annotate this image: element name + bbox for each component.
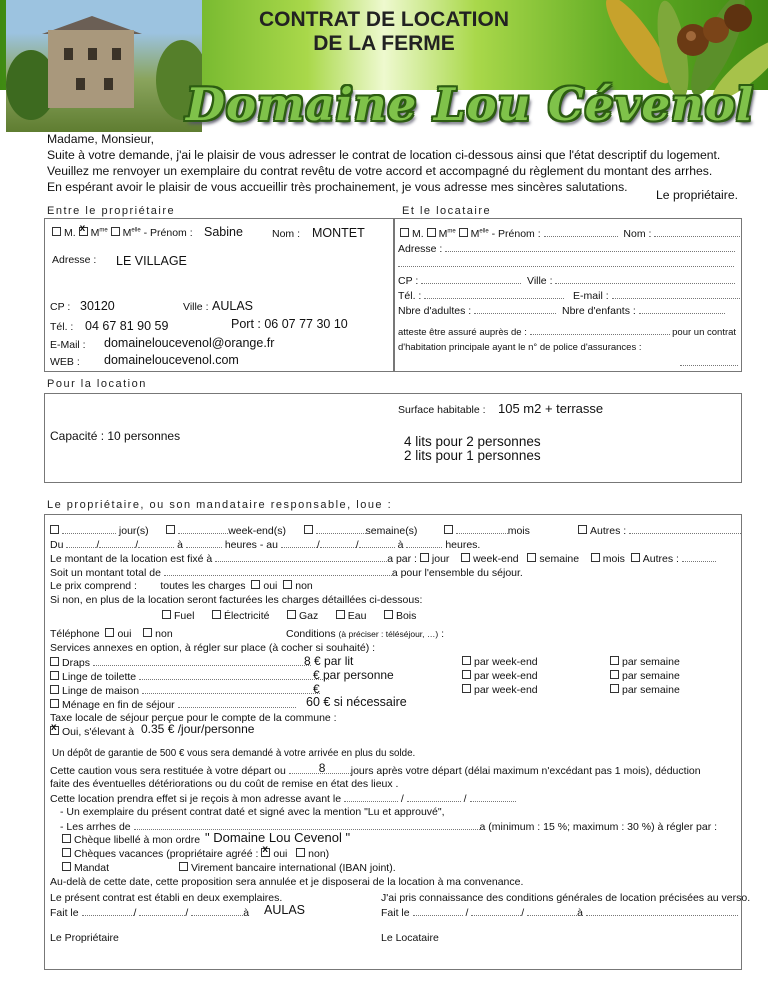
tenant-cp-field[interactable] (421, 274, 521, 284)
tenant-city-field[interactable] (555, 274, 735, 284)
tenant-address-row: Adresse : (398, 242, 735, 255)
two-copies-text: Le présent contrat est établi en deux exemplaires. (50, 892, 283, 904)
tenant-policy-row: d'habitation principale ayant le n° de police d'assurances : (398, 342, 642, 353)
checkbox-holiday-vouchers[interactable] (62, 848, 71, 857)
checkbox-m[interactable] (400, 228, 409, 237)
weekends-field[interactable] (178, 524, 228, 534)
checkbox-wood[interactable] (384, 610, 393, 619)
owner-web-label: WEB : (50, 356, 80, 368)
owner-tel: 04 67 81 90 59 (85, 319, 169, 333)
tenant-firstname-field[interactable] (544, 227, 618, 237)
start-year[interactable] (138, 538, 174, 548)
payment-cheque: Chèque libellé à mon ordre (62, 834, 200, 846)
deadline-month[interactable] (407, 792, 461, 802)
tenant-insurance-row: atteste être assuré auprès de : pour un contrat (398, 327, 737, 338)
total-row: Soit un montant total de a pour l'ensemble du séjour. (50, 567, 523, 579)
title-line-2: DE LA FERME (313, 32, 455, 55)
tenant-tel-row: Tél. : E-mail : (398, 289, 742, 302)
linen-weekend: par week-end (462, 684, 538, 696)
service-cleaning: Ménage en fin de séjour (50, 698, 296, 711)
price-row: Le montant de la location est fixé à a par : jour week-end semaine mois Autres : (50, 552, 716, 565)
checkbox-linen-weekend[interactable] (462, 684, 471, 693)
end-hour[interactable] (406, 538, 442, 548)
owner-signature-label: Le Propriétaire (50, 932, 119, 944)
beds-line-1: 4 lits pour 2 personnes (404, 434, 541, 449)
caution-row-2: faite des éventuelles détériorations ou du coût de remise en état des lieux . (50, 778, 399, 790)
tenant-address-line2 (398, 257, 734, 270)
end-year[interactable] (359, 538, 395, 548)
checkbox-per-other[interactable] (631, 553, 640, 562)
owner-cp: 30120 (80, 299, 115, 313)
caution-row: Cette caution vous sera restituée à votre départ ou 8 jours après votre départ (délai maximum n'excédant pas 1 mois), déduction (50, 761, 701, 777)
owner-civility: M. x $M^{me}$ $M^{elle}$ - Prénom : (52, 227, 193, 239)
checkbox-sheets-weekend[interactable] (462, 656, 471, 665)
checkbox-wire-transfer[interactable] (179, 862, 188, 871)
owner-mobile: Port : 06 07 77 30 10 (231, 317, 348, 331)
tenant-address-field[interactable] (445, 242, 735, 252)
checkbox-sheets[interactable] (50, 657, 59, 666)
owner-sign-year[interactable] (191, 906, 243, 916)
beds-line-2: 2 lits pour 1 personnes (404, 448, 541, 463)
owner-sign-day[interactable] (82, 906, 134, 916)
other-duration: Autres : (578, 524, 741, 537)
owner-name-label: Nom : (272, 228, 301, 240)
caution-days-value: 8 (318, 761, 326, 775)
checkbox-months[interactable] (444, 525, 453, 534)
checkbox-mlle[interactable] (459, 228, 468, 237)
surface-value: 105 m2 + terrasse (498, 401, 604, 416)
end-month[interactable] (320, 538, 356, 548)
tourist-tax-value: 0.35 € /jour/personne (141, 722, 255, 736)
checkbox-electricity[interactable] (212, 610, 221, 619)
checkbox-m[interactable] (52, 227, 61, 236)
tenant-sign-year[interactable] (527, 906, 577, 916)
intro-line: Suite à votre demande, j'ai le plaisir de vous adresser le contrat de location ci-dessous ainsi que l'état descriptif du logement. (47, 148, 721, 162)
checkbox-water[interactable] (336, 610, 345, 619)
owner-web: domaineloucevenol.com (104, 353, 239, 367)
cheque-payee: " Domaine Lou Cevenol " (205, 830, 351, 845)
duration-row: jour(s) week-end(s) semaine(s) mois (50, 524, 530, 537)
tourist-tax-title: Taxe locale de séjour perçue pour le compte de la commune : (50, 712, 337, 724)
checkbox-cleaning[interactable] (50, 699, 59, 708)
tenant-name-field[interactable] (654, 227, 740, 237)
payment-mandate: Mandat Virement bancaire international (IBAN joint). (62, 862, 396, 874)
tenant-sign-month[interactable] (471, 906, 521, 916)
service-towels: Linge de toilette (50, 670, 329, 683)
service-sheets: Draps (50, 656, 311, 669)
checkbox-per-day[interactable] (420, 553, 429, 562)
checkbox-per-month[interactable] (591, 553, 600, 562)
sheets-weekend: par week-end (462, 656, 538, 668)
includes-row: Le prix comprend : toutes les charges oui non (50, 580, 313, 592)
checkbox-mandate[interactable] (62, 862, 71, 871)
tenant-signed-at: Fait le / / à (381, 906, 738, 919)
tenant-insurer-field[interactable] (530, 325, 670, 335)
weeks-field[interactable] (316, 524, 366, 534)
deposit-row: - Les arrhes de a (minimum : 15 %; maximum : 30 %) à régler par : (60, 821, 718, 833)
surface-label: Surface habitable : (398, 404, 486, 416)
sheets-week: par semaine (610, 656, 680, 668)
sheets-price: 8 € par lit (304, 654, 354, 668)
intro-line: Veuillez me renvoyer un exemplaire du contrat revêtu de votre accord et accompagné du règlement du montant des arrhes. (47, 164, 713, 178)
intro-letter (47, 131, 720, 195)
tenant-email-field[interactable] (612, 289, 742, 299)
tenant-address-field-2[interactable] (398, 257, 734, 267)
owner-city: AULAS (212, 299, 253, 313)
service-household-linen: Linge de maison (50, 684, 320, 697)
checkbox-linen-week[interactable] (610, 684, 619, 693)
checkbox-phone-yes[interactable] (105, 628, 114, 637)
checkbox-other[interactable] (578, 525, 587, 534)
caution-days-field[interactable] (289, 761, 351, 775)
tenant-civility: M. $M^{me}$ $M^{elle}$ - Prénom : Nom : (400, 227, 740, 240)
section-rents-title: Le propriétaire, ou son mandataire responsable, loue : (47, 499, 393, 511)
owner-address-label: Adresse : (52, 254, 97, 266)
checkbox-mme[interactable] (427, 228, 436, 237)
other-field[interactable] (629, 524, 741, 534)
checkbox-per-weekend[interactable] (461, 553, 470, 562)
section-rental-title: Pour la location (47, 378, 147, 390)
owner-firstname: Sabine (204, 225, 243, 239)
extra-charges-text: Si non, en plus de la location seront facturées les charges détaillées ci-dessous: (50, 594, 423, 606)
conditions-ack-text: J'ai pris connaissance des conditions générales de location précisées au verso. (381, 892, 751, 904)
tenant-people-row: Nbre d'adultes : Nbre d'enfants : (398, 304, 725, 317)
checkbox-cheque[interactable] (62, 834, 71, 843)
telephone-row: Téléphone oui non (50, 628, 173, 640)
intro-signature: Le propriétaire. (656, 188, 738, 202)
price-field[interactable] (215, 552, 387, 562)
title-line-1: CONTRAT DE LOCATION (258, 8, 510, 31)
effective-date-row: Cette location prendra effet si je reçois à mon adresse avant le / / (50, 792, 516, 805)
end-day[interactable] (281, 538, 317, 548)
services-title: Services annexes en option, à régler sur place (à cocher si souhaité) : (50, 642, 376, 654)
capacity: Capacité : 10 personnes (50, 429, 181, 443)
energy-row: Fuel Électricité Gaz Eau Bois (162, 610, 416, 622)
checkbox-sheets-week[interactable] (610, 656, 619, 665)
checkbox-weeks[interactable] (304, 525, 313, 534)
owner-address: LE VILLAGE (116, 254, 187, 268)
start-day[interactable] (66, 538, 96, 548)
household-linen-price: € (313, 682, 320, 696)
cleaning-price: 60 € si nécessaire (306, 695, 407, 709)
tenant-policy-line (680, 356, 738, 369)
section-tenant-title: Et le locataire (402, 205, 492, 217)
checkbox-weekends[interactable] (166, 525, 175, 534)
linen-week: par semaine (610, 684, 680, 696)
start-month[interactable] (99, 538, 135, 548)
checkbox-charges-no[interactable] (283, 580, 292, 589)
intro-greeting: Madame, Monsieur, (47, 132, 155, 146)
tenant-sign-day[interactable] (413, 906, 463, 916)
checkbox-towels-weekend[interactable] (462, 670, 471, 679)
towels-price: € par personne (313, 668, 394, 682)
owner-tel-label: Tél. : (50, 321, 74, 333)
deposit-field[interactable] (134, 820, 480, 830)
checkbox-towels[interactable] (50, 671, 59, 680)
intro-line: En espérant avoir le plaisir de vous accueillir très prochainement, je vous adresse mes sincères salutations. (47, 180, 628, 194)
tourist-tax-row: xOui, s'élevant à (50, 726, 134, 738)
tenant-tel-field[interactable] (424, 289, 564, 299)
total-field[interactable] (164, 566, 392, 576)
owner-email: domaineloucevenol@orange.fr (104, 336, 275, 350)
checkbox-tax-yes-checked[interactable] (50, 726, 59, 735)
section-owner-title: Entre le propriétaire (47, 205, 176, 217)
owner-cp-label: CP : (50, 301, 71, 313)
per-other-field[interactable] (682, 552, 716, 562)
checkbox-approved-no[interactable] (296, 848, 305, 857)
checkbox-gas[interactable] (287, 610, 296, 619)
checkbox-charges-yes[interactable] (251, 580, 260, 589)
days-field[interactable] (62, 524, 116, 534)
tenant-children-field[interactable] (639, 304, 725, 314)
tenant-adults-field[interactable] (474, 304, 556, 314)
conditions: Conditions (à préciser : téléséjour, …) : (286, 628, 445, 640)
checkbox-mlle[interactable] (111, 227, 120, 236)
owner-city-label: Ville : (183, 301, 209, 313)
deadline-year[interactable] (470, 792, 516, 802)
dates-row: Du / / à heures - au / / à heures. (50, 539, 481, 551)
owner-sign-place: AULAS (264, 903, 305, 917)
owner-signed-at: Fait le / / à (50, 907, 250, 919)
checkbox-approved-yes-checked[interactable] (261, 848, 270, 857)
cancellation-text: Au-delà de cette date, cette proposition sera annulée et je disposerai de la location à ma convenance. (50, 876, 524, 888)
signed-copy-text: - Un exemplaire du présent contrat daté et signé avec la mention "Lu et approuvé", (60, 806, 445, 818)
tenant-sign-place[interactable] (586, 906, 738, 916)
checkbox-days[interactable] (50, 525, 59, 534)
owner-sign-month[interactable] (139, 906, 185, 916)
tenant-cp-row: CP : Ville : (398, 274, 735, 287)
towels-weekend: par week-end (462, 670, 538, 682)
checkbox-household-linen[interactable] (50, 685, 59, 694)
checkbox-phone-no[interactable] (143, 628, 152, 637)
tenant-policy-field[interactable] (680, 356, 738, 366)
towels-week: par semaine (610, 670, 680, 682)
checkbox-towels-week[interactable] (610, 670, 619, 679)
brand-logo-text: Domaine Lou Cévenol (186, 78, 755, 131)
deadline-day[interactable] (344, 792, 398, 802)
payment-holiday-vouchers: Chèques vacances (propriétaire agréé : x oui non) (62, 848, 329, 860)
checkbox-mme-checked[interactable] (79, 227, 88, 236)
tenant-signature-label: Le Locataire (381, 932, 439, 944)
checkbox-per-week[interactable] (527, 553, 536, 562)
start-hour[interactable] (186, 538, 222, 548)
owner-name: MONTET (312, 226, 365, 240)
checkbox-fuel[interactable] (162, 610, 171, 619)
deposit-text: Un dépôt de garantie de 500 € vous sera demandé à votre arrivée en plus du solde. (52, 748, 416, 759)
owner-email-label: E-Mail : (50, 339, 86, 351)
months-field[interactable] (456, 524, 508, 534)
